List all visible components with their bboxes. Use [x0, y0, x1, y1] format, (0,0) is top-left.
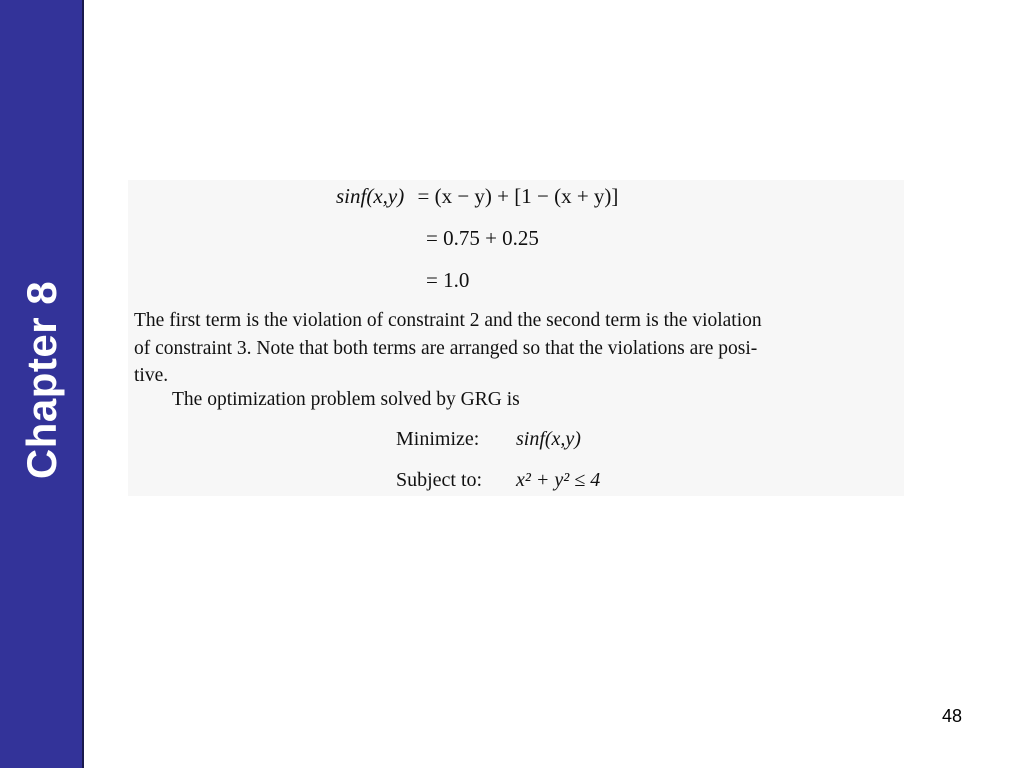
equation-rhs: = 0.75 + 0.25	[426, 226, 539, 250]
chapter-title: Chapter 8	[18, 280, 65, 480]
paragraph-line-3: tive.	[134, 365, 169, 386]
subject-to-label: Subject to:	[396, 469, 483, 491]
paragraph-line-2: of constraint 3. Note that both terms are arranged so that the violations are posi-	[134, 338, 758, 359]
equation-line-2	[426, 226, 539, 251]
problem-intro: The optimization problem solved by GRG is	[172, 389, 520, 410]
page-number: 48	[942, 706, 963, 726]
minimize-label: Minimize:	[396, 428, 480, 450]
constraint-expression: x² + y² ≤ 4	[516, 469, 601, 491]
paragraph-line-1: The first term is the violation of constraint 2 and the second term is the violation	[134, 310, 762, 331]
equation-rhs: = (x − y) + [1 − (x + y)]	[417, 184, 619, 208]
chapter-sidebar	[0, 0, 84, 768]
equation-line-1	[336, 184, 618, 209]
equation-lhs: sinf(x,y)	[336, 184, 405, 208]
scanned-text-image	[128, 180, 904, 496]
equation-line-3	[426, 268, 469, 293]
minimize-expression: sinf(x,y)	[516, 428, 581, 450]
equation-rhs: = 1.0	[426, 268, 470, 292]
